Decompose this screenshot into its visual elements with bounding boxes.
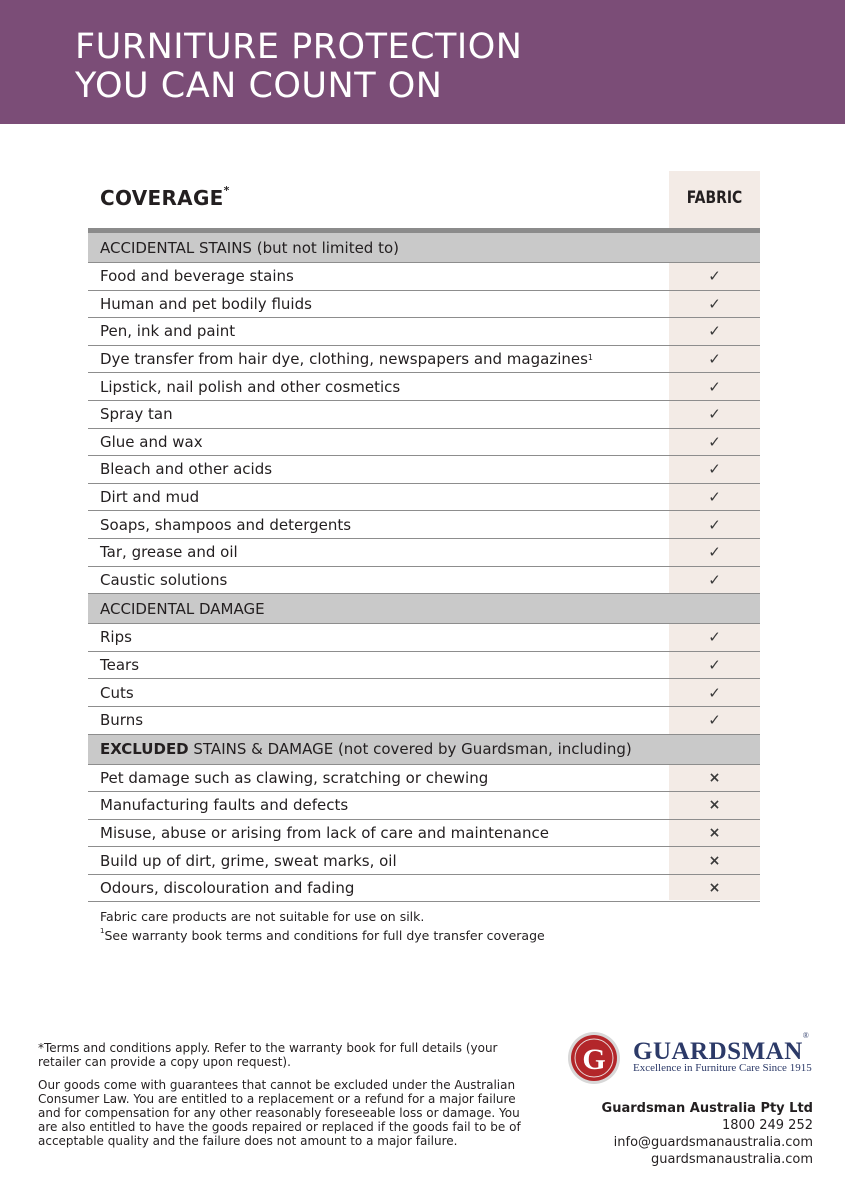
check-icon: ✓	[708, 405, 721, 424]
check-icon: ✓	[708, 377, 721, 396]
row-label: Dye transfer from hair dye, clothing, newspapers and magazines $^1$	[100, 350, 594, 369]
table-row	[88, 318, 760, 346]
table-row	[88, 456, 760, 484]
row-label: Lipstick, nail polish and other cosmetics	[100, 377, 401, 396]
brand-tagline: Excellence in Furniture Care Since 1915	[633, 1062, 812, 1074]
website: guardsmanaustralia.com	[651, 1152, 813, 1167]
section-label: ACCIDENTAL DAMAGE	[100, 599, 265, 618]
coverage-table	[88, 233, 760, 902]
section-row-excluded	[88, 735, 760, 765]
row-label: Tar, grease and oil	[100, 543, 238, 562]
check-icon: ✓	[708, 656, 721, 675]
table-row	[88, 792, 760, 820]
cross-icon: ×	[708, 880, 721, 897]
guardsman-logo-icon	[567, 1031, 621, 1085]
row-label: Rips	[100, 628, 132, 647]
row-label: Build up of dirt, grime, sweat marks, oil	[100, 851, 397, 870]
email-address: info@guardsmanaustralia.com	[613, 1135, 813, 1150]
row-label: Human and pet bodily fluids	[100, 294, 312, 313]
table-row	[88, 847, 760, 875]
table-row	[88, 429, 760, 457]
header-banner	[0, 0, 845, 124]
company-name: Guardsman Australia Pty Ltd	[601, 1101, 813, 1116]
table-row	[88, 291, 760, 319]
logo-letter: G	[582, 1043, 606, 1076]
section-label: EXCLUDED STAINS & DAMAGE (not covered by Guardsman, including)	[100, 740, 632, 758]
check-icon: ✓	[708, 543, 721, 562]
row-label: Manufacturing faults and defects	[100, 796, 349, 815]
row-label: Pen, ink and paint	[100, 322, 236, 341]
brand-name: GUARDSMAN®	[633, 1030, 810, 1065]
dye-footnote: $^1$See warranty book terms and conditions for full dye transfer coverage	[100, 927, 545, 944]
contact-block	[602, 1100, 813, 1168]
table-row	[88, 539, 760, 567]
terms-paragraph-2: Our goods come with guarantees that cannot be excluded under the Australian Consumer Law. You are entitled to a replacement or a refund for a major failure and for compensation for any other reasonably foreseeable loss or damage. You are also entitled to have the goods repaired or replaced if the goods fail to be of acceptable quality and the failure does not amount to a major failure.	[38, 1078, 521, 1148]
table-row	[88, 401, 760, 429]
banner-title-line-1: FURNITURE PROTECTION	[75, 27, 523, 67]
section-row-accidental-stains	[88, 233, 760, 263]
row-label: Misuse, abuse or arising from lack of care and maintenance	[100, 823, 549, 842]
table-row	[88, 567, 760, 595]
table-row	[88, 820, 760, 848]
phone-number: 1800 249 252	[722, 1118, 813, 1133]
row-label: Soaps, shampoos and detergents	[100, 515, 352, 534]
check-icon: ✓	[708, 628, 721, 647]
table-row	[88, 679, 760, 707]
cross-icon: ×	[708, 824, 721, 841]
terms-text	[38, 1041, 538, 1157]
table-row	[88, 624, 760, 652]
check-icon: ✓	[708, 515, 721, 534]
cross-icon: ×	[708, 852, 721, 869]
table-notes	[100, 909, 545, 944]
table-row	[88, 652, 760, 680]
row-label: Tears	[100, 656, 140, 675]
cross-icon: ×	[708, 797, 721, 814]
coverage-asterisk: *	[223, 184, 230, 198]
check-icon: ✓	[708, 350, 721, 369]
coverage-title: COVERAGE*	[100, 184, 230, 210]
footnote-mark: 1	[587, 352, 594, 362]
check-icon: ✓	[708, 488, 721, 507]
check-icon: ✓	[708, 460, 721, 479]
row-label: Caustic solutions	[100, 570, 228, 589]
check-icon: ✓	[708, 432, 721, 451]
row-label: Odours, discolouration and fading	[100, 879, 355, 898]
table-row	[88, 875, 760, 903]
banner-title-line-2: YOU CAN COUNT ON	[75, 66, 443, 106]
row-label: Burns	[100, 711, 144, 730]
table-row	[88, 263, 760, 291]
row-label: Spray tan	[100, 405, 173, 424]
row-label: Food and beverage stains	[100, 267, 294, 286]
check-icon: ✓	[708, 267, 721, 286]
check-icon: ✓	[708, 683, 721, 702]
table-row	[88, 373, 760, 401]
table-row	[88, 765, 760, 793]
row-label: Bleach and other acids	[100, 460, 273, 479]
table-row	[88, 511, 760, 539]
row-label: Dirt and mud	[100, 488, 200, 507]
section-row-accidental-damage	[88, 594, 760, 624]
terms-paragraph-1: *Terms and conditions apply. Refer to the warranty book for full details (your retailer can provide a copy upon request).	[38, 1041, 498, 1069]
fabric-column-header: FABRIC	[686, 188, 743, 208]
row-label: Glue and wax	[100, 432, 203, 451]
table-row	[88, 484, 760, 512]
check-icon: ✓	[708, 322, 721, 341]
table-row	[88, 346, 760, 374]
check-icon: ✓	[708, 294, 721, 313]
table-row	[88, 707, 760, 735]
section-label: ACCIDENTAL STAINS (but not limited to)	[100, 238, 400, 257]
cross-icon: ×	[708, 769, 721, 786]
check-icon: ✓	[708, 570, 721, 589]
check-icon: ✓	[708, 711, 721, 730]
silk-note: Fabric care products are not suitable for use on silk.	[100, 909, 425, 924]
row-label: Pet damage such as clawing, scratching or chewing	[100, 768, 489, 787]
row-label: Cuts	[100, 683, 134, 702]
